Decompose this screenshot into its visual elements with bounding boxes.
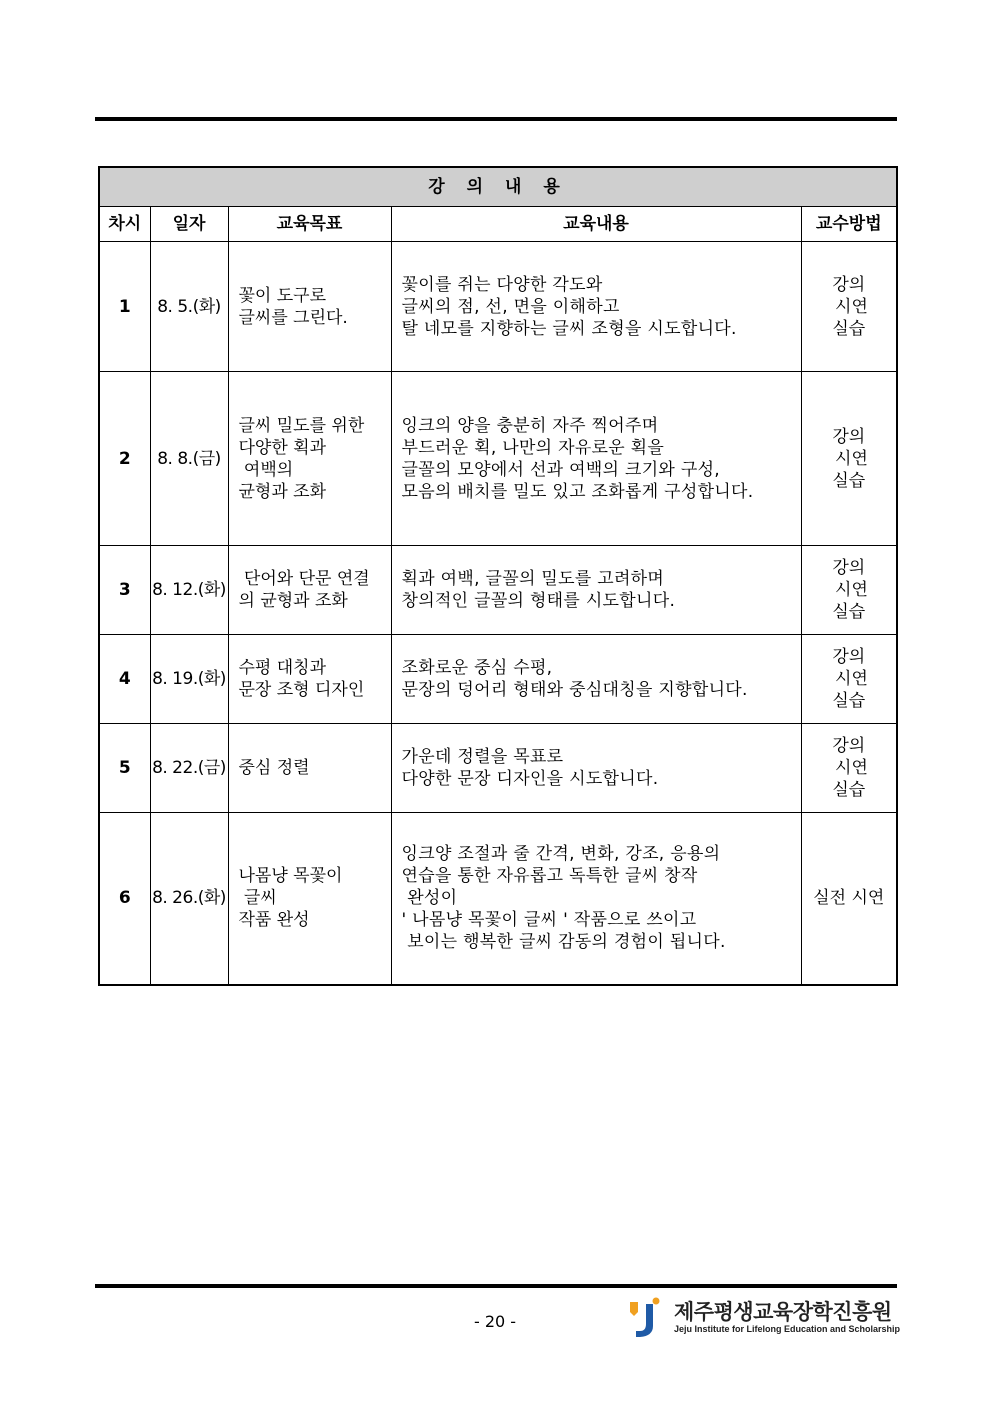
education-content: [391, 724, 801, 813]
session-date: 8. 8.(금): [150, 372, 228, 546]
top-rule: [95, 117, 897, 121]
education-content-line: 글꼴의 모양에서 선과 여백의 크기와 구성,: [401, 459, 720, 480]
education-content: [391, 635, 801, 724]
session-number: 6: [99, 813, 150, 985]
education-goal-line: 단어와 단문 연결: [238, 569, 370, 589]
session-number: 3: [99, 546, 150, 635]
session-date: 8. 12.(화): [150, 546, 228, 635]
header-method: 교수방법: [801, 207, 897, 242]
page-number: - 20 -: [473, 1312, 517, 1331]
header-content: 교육내용: [391, 207, 801, 242]
education-content-line: 조화로운 중심 수평,: [401, 658, 553, 678]
education-content-line: 문장의 덩어리 형태와 중심대칭을 지향합니다.: [401, 680, 748, 700]
table-row: [99, 242, 897, 372]
teaching-method-line: 실습: [832, 780, 866, 800]
education-goal-line: 여백의: [238, 459, 294, 480]
institute-logo: [626, 1296, 901, 1338]
education-goal-line: 다양한 획과: [238, 437, 327, 458]
institute-logo-icon: [626, 1296, 662, 1338]
education-content-line: 완성이: [401, 888, 458, 909]
table-row: [99, 546, 897, 635]
teaching-method-line: 시연: [829, 448, 868, 469]
education-content-line: 연습을 통한 자유롭고 독특한 글씨 창작: [401, 866, 698, 887]
education-content-line: ' 나몸냥 목꽃이 글씨 ' 작품으로 쓰이고: [401, 910, 697, 931]
teaching-method-line: 시연: [829, 580, 868, 600]
session-date: 8. 19.(화): [150, 635, 228, 724]
header-goal: 교육목표: [228, 207, 391, 242]
teaching-method: [801, 813, 897, 985]
education-goal: [228, 813, 391, 985]
education-goal-line: 꽃이 도구로: [238, 285, 327, 306]
teaching-method-line: 시연: [829, 758, 868, 778]
institute-name: 제주평생교육장학진흥원: [674, 1300, 892, 1324]
session-number: 1: [99, 242, 150, 372]
education-content: [391, 242, 801, 372]
teaching-method-line: 시연: [829, 296, 868, 317]
education-goal-line: 나몸냥 목꽃이: [238, 866, 343, 887]
teaching-method-line: 강의: [832, 647, 866, 667]
teaching-method-line: 실전 시연: [813, 888, 885, 909]
education-content-line: 부드러운 획, 나만의 자유로운 획을: [401, 437, 665, 458]
session-number: 4: [99, 635, 150, 724]
header-date: 일자: [150, 207, 228, 242]
education-goal-line: 글씨를 그린다.: [238, 307, 348, 328]
education-content: [391, 372, 801, 546]
education-goal-line: 문장 조형 디자인: [238, 680, 365, 700]
education-content-line: 창의적인 글꼴의 형태를 시도합니다.: [401, 591, 676, 611]
education-goal-line: 글씨 밀도를 위한: [238, 415, 365, 436]
teaching-method: [801, 242, 897, 372]
lecture-schedule-table: [98, 166, 898, 986]
education-content: [391, 546, 801, 635]
table-row: [99, 724, 897, 813]
education-content-line: 모음의 배치를 밀도 있고 조화롭게 구성합니다.: [401, 481, 754, 502]
header-session: 차시: [99, 207, 150, 242]
teaching-method-line: 강의: [832, 274, 866, 295]
education-goal-line: 의 균형과 조화: [238, 591, 348, 611]
table-row: [99, 813, 897, 985]
education-content-line: 보이는 행복한 글씨 감동의 경험이 됩니다.: [401, 932, 726, 953]
education-content-line: 획과 여백, 글꼴의 밀도를 고려하며: [401, 569, 665, 589]
teaching-method: [801, 635, 897, 724]
table-row: [99, 372, 897, 546]
teaching-method-line: 실습: [832, 602, 866, 622]
session-date: 8. 22.(금): [150, 724, 228, 813]
session-number: 5: [99, 724, 150, 813]
teaching-method-line: 강의: [832, 736, 866, 756]
education-goal: [228, 546, 391, 635]
education-content-line: 잉크양 조절과 줄 간격, 변화, 강조, 응용의: [401, 844, 721, 865]
session-date: 8. 5.(화): [150, 242, 228, 372]
education-goal-line: 균형과 조화: [238, 481, 327, 502]
teaching-method-line: 강의: [832, 558, 866, 578]
education-goal-line: 수평 대칭과: [238, 658, 327, 678]
education-content-line: 잉크의 양을 충분히 자주 찍어주며: [401, 415, 659, 436]
table-body: [99, 242, 897, 985]
institute-english-name: Jeju Institute for Lifelong Education and Scholarship: [674, 1324, 901, 1334]
teaching-method-line: 시연: [829, 669, 868, 689]
education-content-line: 다양한 문장 디자인을 시도합니다.: [401, 769, 659, 789]
education-content-line: 꽃이를 쥐는 다양한 각도와: [401, 274, 603, 295]
education-goal-line: 작품 완성: [238, 910, 310, 931]
education-goal: [228, 242, 391, 372]
teaching-method: [801, 546, 897, 635]
education-content-line: 글씨의 점, 선, 면을 이해하고: [401, 296, 620, 317]
education-content-line: 탈 네모를 지향하는 글씨 조형을 시도합니다.: [401, 318, 737, 339]
education-content: [391, 813, 801, 985]
bottom-rule: [95, 1284, 897, 1288]
teaching-method-line: 실습: [832, 470, 866, 491]
education-goal-line: 중심 정렬: [238, 758, 310, 778]
education-goal: [228, 635, 391, 724]
education-goal: [228, 724, 391, 813]
teaching-method: [801, 372, 897, 546]
education-goal-line: 글씨: [238, 888, 277, 909]
header-row: [99, 207, 897, 242]
table-banner: 강 의 내 용: [99, 167, 897, 207]
table-row: [99, 635, 897, 724]
teaching-method-line: 실습: [832, 691, 866, 711]
teaching-method: [801, 724, 897, 813]
session-date: 8. 26.(화): [150, 813, 228, 985]
education-content-line: 가운데 정렬을 목표로: [401, 747, 564, 767]
education-goal: [228, 372, 391, 546]
teaching-method-line: 실습: [832, 318, 866, 339]
teaching-method-line: 강의: [832, 426, 866, 447]
session-number: 2: [99, 372, 150, 546]
